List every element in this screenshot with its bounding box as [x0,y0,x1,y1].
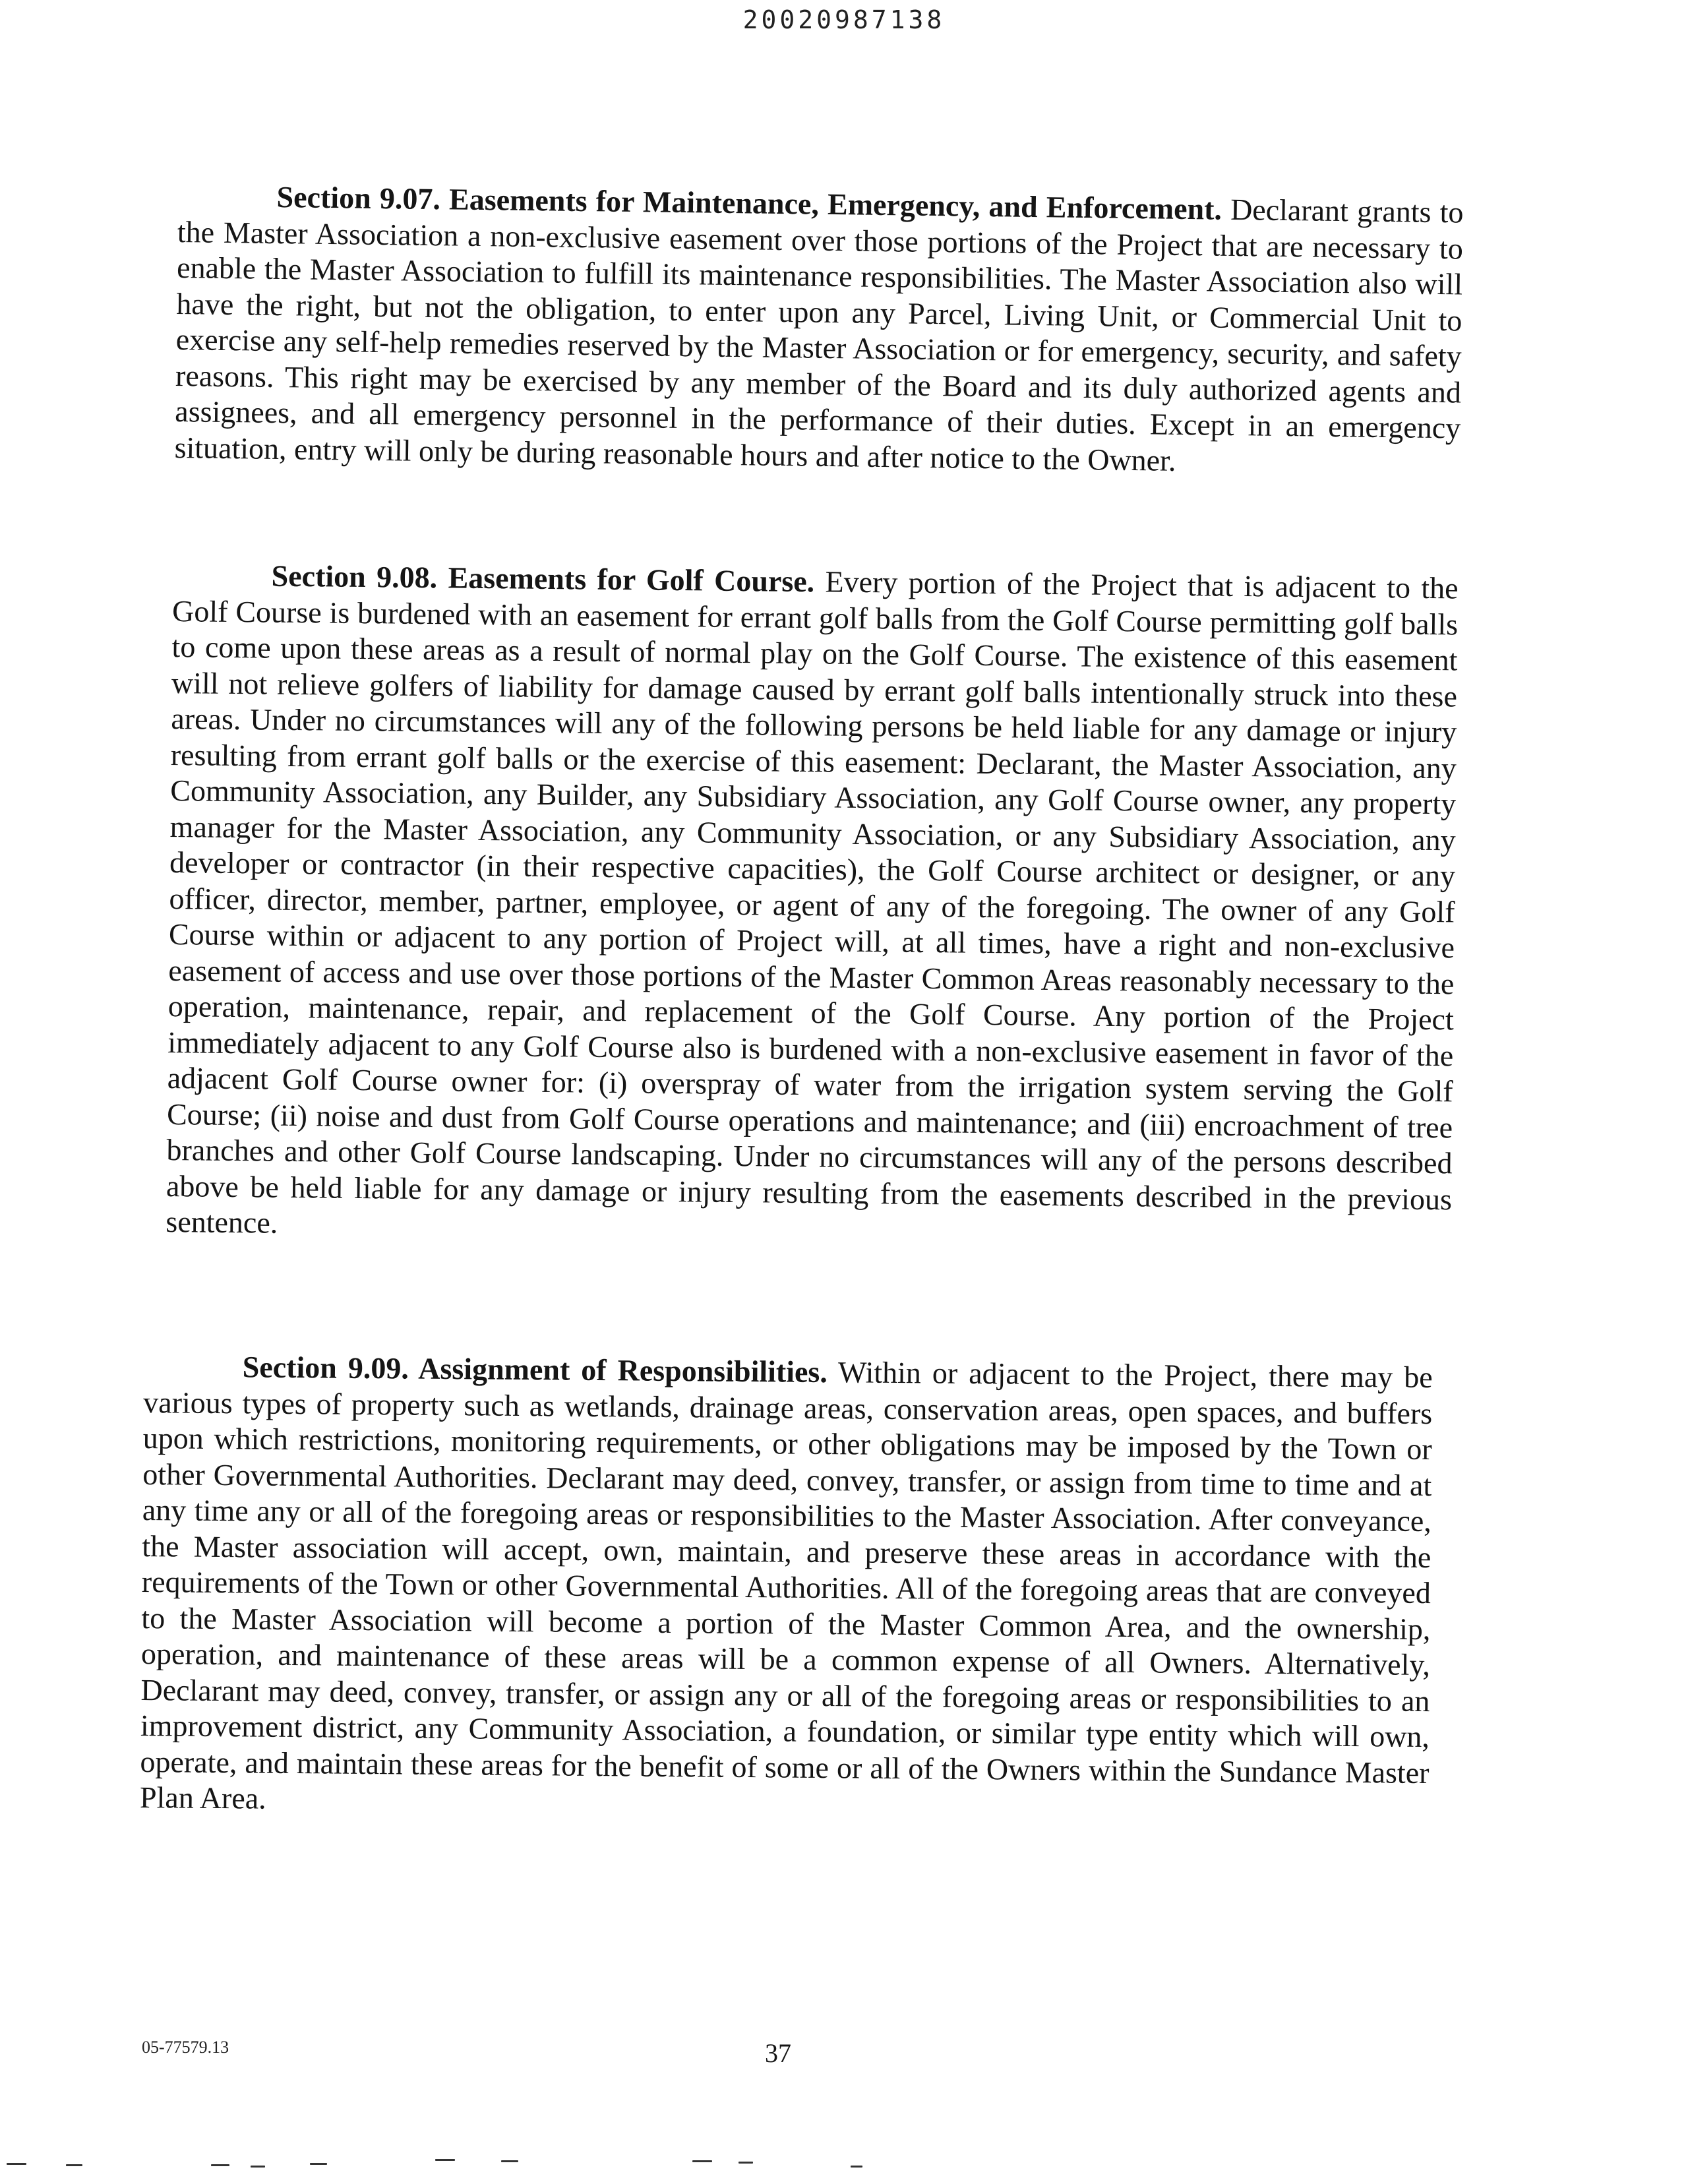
scan-speck [501,2160,518,2162]
section-9-09 [140,1349,1433,1827]
section-body: Every portion of the Project that is adjacent to the Golf Course is burdened with an easement for errant golf balls from the Golf Course permitting golf balls to come upon these areas as a result of normal play on the Golf Course. The existence of this easement will not relieve golfers of liability for damage caused by errant golf balls intentionally struck into these areas. Under no circumstances will any of the following persons be held liable for any damage or injury resulting from errant golf balls or the exercise of this easement: Declarant, the Master Association, any Community Association, any Builder, any Subsidiary Association, any Golf Course owner, any property manager for the Master Association, any Community Association, or any Subsidiary Association, any developer or contractor (in their respective capacities), the Golf Course architect or designer, or any officer, director, member, partner, employee, or agent of any of the foregoing. The owner of any Golf Course within or adjacent to any portion of Project will, at all times, have a right and non-exclusive easement of access and use over those portions of the Master Common Areas reasonably necessary to the operation, maintenance, repair, and replacement of the Golf Course. Any portion of the Project immediately adjacent to any Golf Course also is burdened with a non-exclusive easement in favor of the adjacent Golf Course owner for: (i) overspray of water from the irrigation system serving the Golf Course; (ii) noise and dust from Golf Course operations and maintenance; and (iii) encroachment of tree branches and other Golf Course landscaping. Under no circumstances will any of the persons described above be held liable for any damage or injury resulting from the easements described in the previous sentence. [166,564,1459,1240]
scan-speck [211,2164,229,2166]
section-paragraph [166,557,1459,1254]
scan-speck [692,2160,712,2162]
scan-noise [0,2156,1688,2176]
scan-speck [66,2164,82,2166]
section-9-07 [174,178,1464,482]
scan-speck [851,2166,862,2168]
footer-document-code: 05-77579.13 [142,2038,229,2057]
scan-speck [251,2166,265,2168]
scan-speck [310,2163,327,2165]
section-body: Declarant grants to the Master Association a non-exclusive easement over those portions of the Project that are necessary to enable the Master Association to fulfill its maintenance responsibilities. The Master Association also will have the right, but not the obligation, to enter upon any Parcel, Living Unit, or Commercial Unit to exercise any self-help remedies reserved by the Master Association or for emergency, security, and safety reasons. This right may be exercised by any member of the Board and its duly authorized agents and assignees, and all emergency personnel in the performance of their duties. Except in an emergency situation, entry will only be during reasonable hours and after notice to the Owner. [174,192,1464,477]
document-id: 20020987138 [742,5,946,34]
scan-speck [7,2163,26,2165]
section-paragraph [140,1349,1433,1827]
scan-speck [435,2159,455,2161]
section-heading: Section 9.08. Easements for Golf Course. [271,559,815,599]
page-number: 37 [765,2038,791,2068]
section-body: Within or adjacent to the Project, there may be various types of property such as wetlands, drainage areas, conservation areas, open spaces, and buffers upon which restrictions, monitoring requirements, or other obligations may be imposed by the Town or other Governmental Authorities. Declarant may deed, convey, transfer, or assign from time to time and at any time any or all of the foregoing areas or responsibilities to the Master Association. After conveyance, the Master association will accept, own, maintain, and preserve these areas in accordance with the requirements of the Town or other Governmental Authorities. All of the foregoing areas that are conveyed to the Master Association will become a portion of the Master Common Area, and the ownership, operation, and maintenance of these areas will be a common expense of all Owners. Alternatively, Declarant may deed, convey, transfer, or assign any or all of the foregoing areas or responsibilities to an improvement district, any Community Association, a foundation, or similar type entity which will own, operate, and maintain these areas for the benefit of some or all of the Owners within the Sundance Master Plan Area. [139,1355,1433,1815]
section-9-08 [166,557,1459,1254]
section-heading: Section 9.09. Assignment of Responsibilities. [242,1350,828,1389]
scan-speck [738,2162,753,2164]
section-paragraph [174,178,1464,482]
section-heading: Section 9.07. Easements for Maintenance, Emergency, and Enforcement. [276,179,1222,226]
